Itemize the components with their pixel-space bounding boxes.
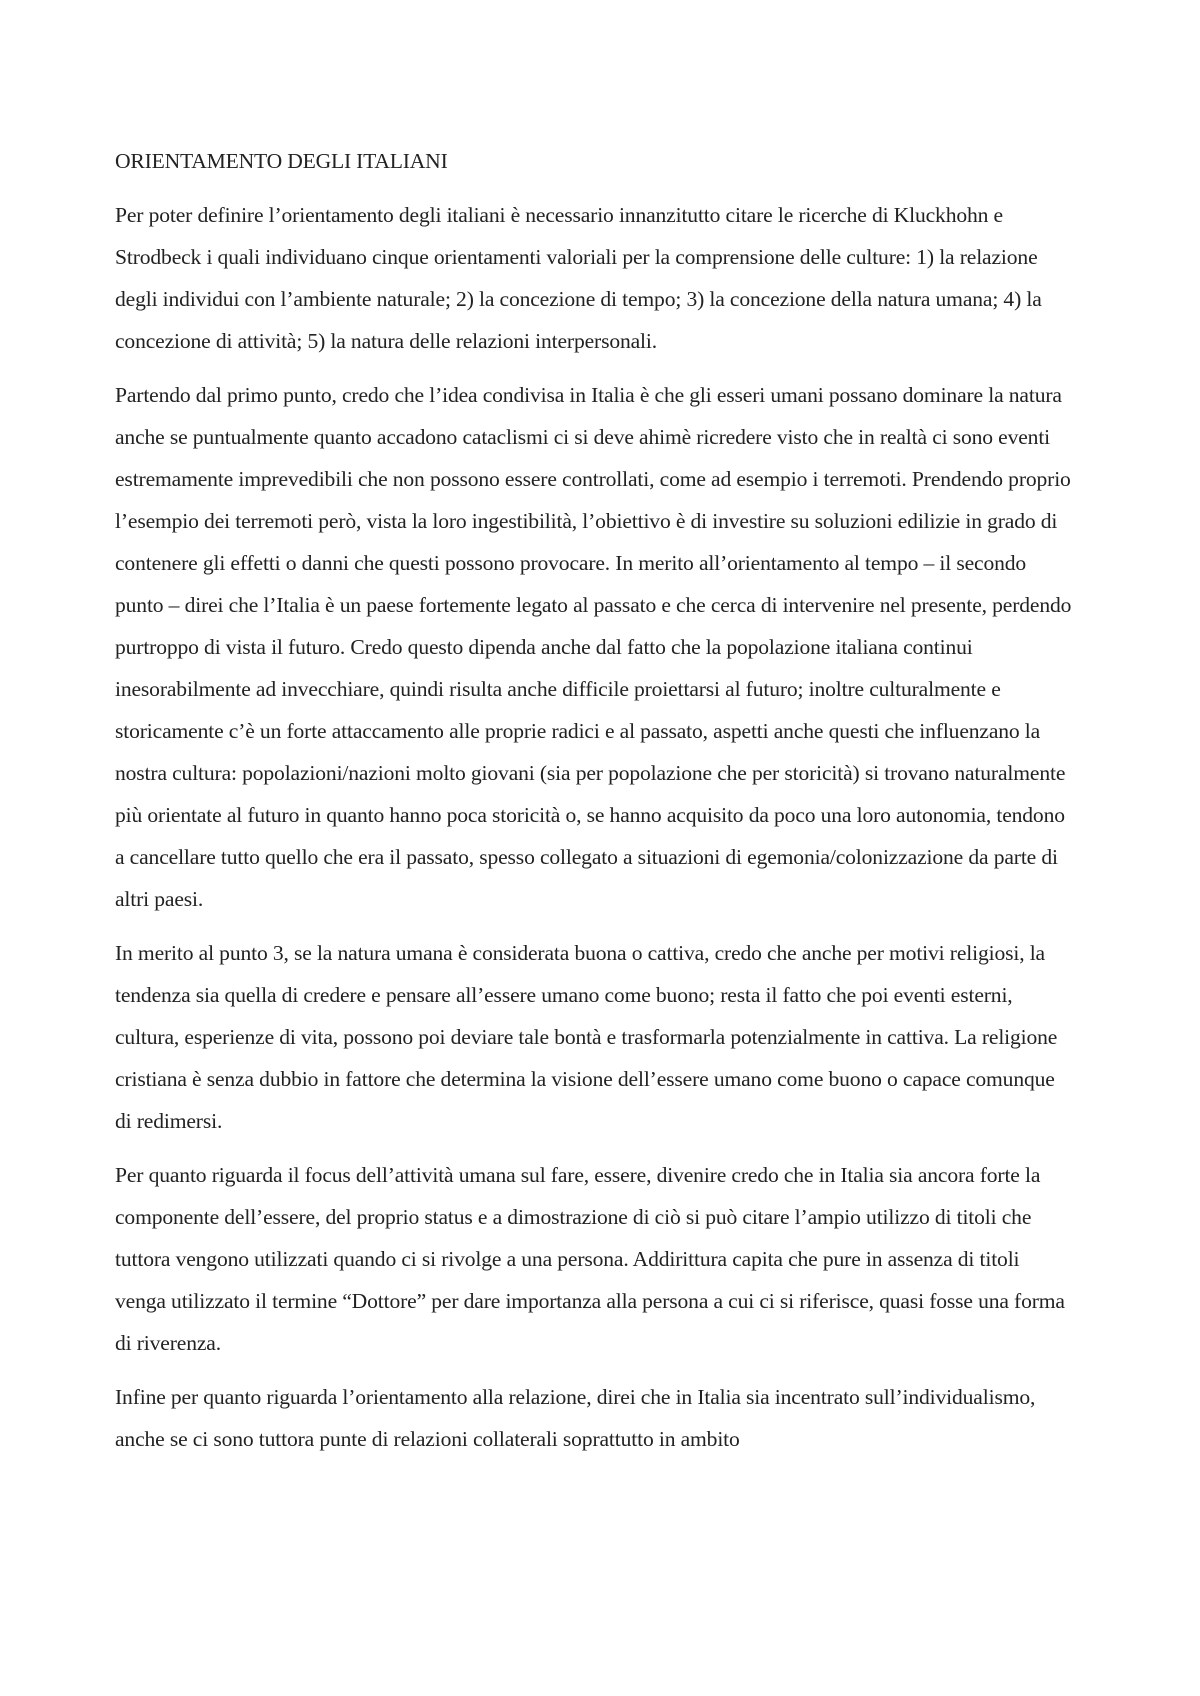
paragraph-intro: Per poter definire l’orientamento degli italiani è necessario innanzitutto citare le ricerche di Kluckhohn e Strodbeck i quali individuano cinque orientamenti valoriali per la comprensione delle culture: 1) la relazione degli individui con l’ambiente naturale; 2) la concezione di tempo; 3) la concezione della natura umana; 4) la concezione di attività; 5) la natura delle relazioni interpersonali. [115, 203, 1042, 353]
paragraph-human-nature: In merito al punto 3, se la natura umana è considerata buona o cattiva, credo che anche per motivi religiosi, la tendenza sia quella di credere e pensare all’essere umano come buono; resta il fatto che poi eventi esterni, cultura, esperienze di vita, possono poi deviare tale bontà e trasformarla potenzialmente in cattiva. La religione cristiana è senza dubbio in fattore che determina la visione dell’essere umano come buono o capace comunque di redimersi. [115, 941, 1058, 1133]
paragraph-activity: Per quanto riguarda il focus dell’attività umana sul fare, essere, divenire credo che in Italia sia ancora forte la componente dell’essere, del proprio status e a dimostrazione di ciò si può citare l’ampio utilizzo di titoli che tuttora vengono utilizzati quando ci si rivolge a una persona. Addirittura capita che pure in assenza di titoli venga utilizzato il termine “Dottore” per dare importanza alla persona a cui ci si riferisce, quasi fosse una forma di riverenza. [115, 1163, 1065, 1355]
paragraph-relations: Infine per quanto riguarda l’orientamento alla relazione, direi che in Italia sia incentrato sull’individualismo, anche se ci sono tuttora punte di relazioni collaterali soprattutto in ambito [115, 1385, 1036, 1451]
paragraph-nature-and-time: Partendo dal primo punto, credo che l’idea condivisa in Italia è che gli esseri umani possano dominare la natura anche se puntualmente quanto accadono cataclismi ci si deve ahimè ricredere visto che in realtà ci sono eventi estremamente imprevedibili che non possono essere controllati, come ad esempio i terremoti. Prendendo proprio l’esempio dei terremoti però, vista la loro ingestibilità, l’obiettivo è di investire su soluzioni edilizie in grado di contenere gli effetti o danni che questi possono provocare. In merito all’orientamento al tempo – il secondo punto – direi che l’Italia è un paese fortemente legato al passato e che cerca di intervenire nel presente, perdendo purtroppo di vista il futuro. Credo questo dipenda anche dal fatto che la popolazione italiana continui inesorabilmente ad invecchiare, quindi risulta anche difficile proiettarsi al futuro; inoltre culturalmente e storicamente c’è un forte attaccamento alle proprie radici e al passato, aspetti anche questi che influenzano la nostra cultura: popolazioni/nazioni molto giovani (sia per popolazione che per storicità) si trovano naturalmente più orientate al futuro in quanto hanno poca storicità o, se hanno acquisito da poco una loro autonomia, tendono a cancellare tutto quello che era il passato, spesso collegato a situazioni di egemonia/colonizzazione da parte di altri paesi. [115, 383, 1072, 911]
document-title: ORIENTAMENTO DEGLI ITALIANI [115, 149, 448, 173]
document-body [115, 140, 1075, 1472]
